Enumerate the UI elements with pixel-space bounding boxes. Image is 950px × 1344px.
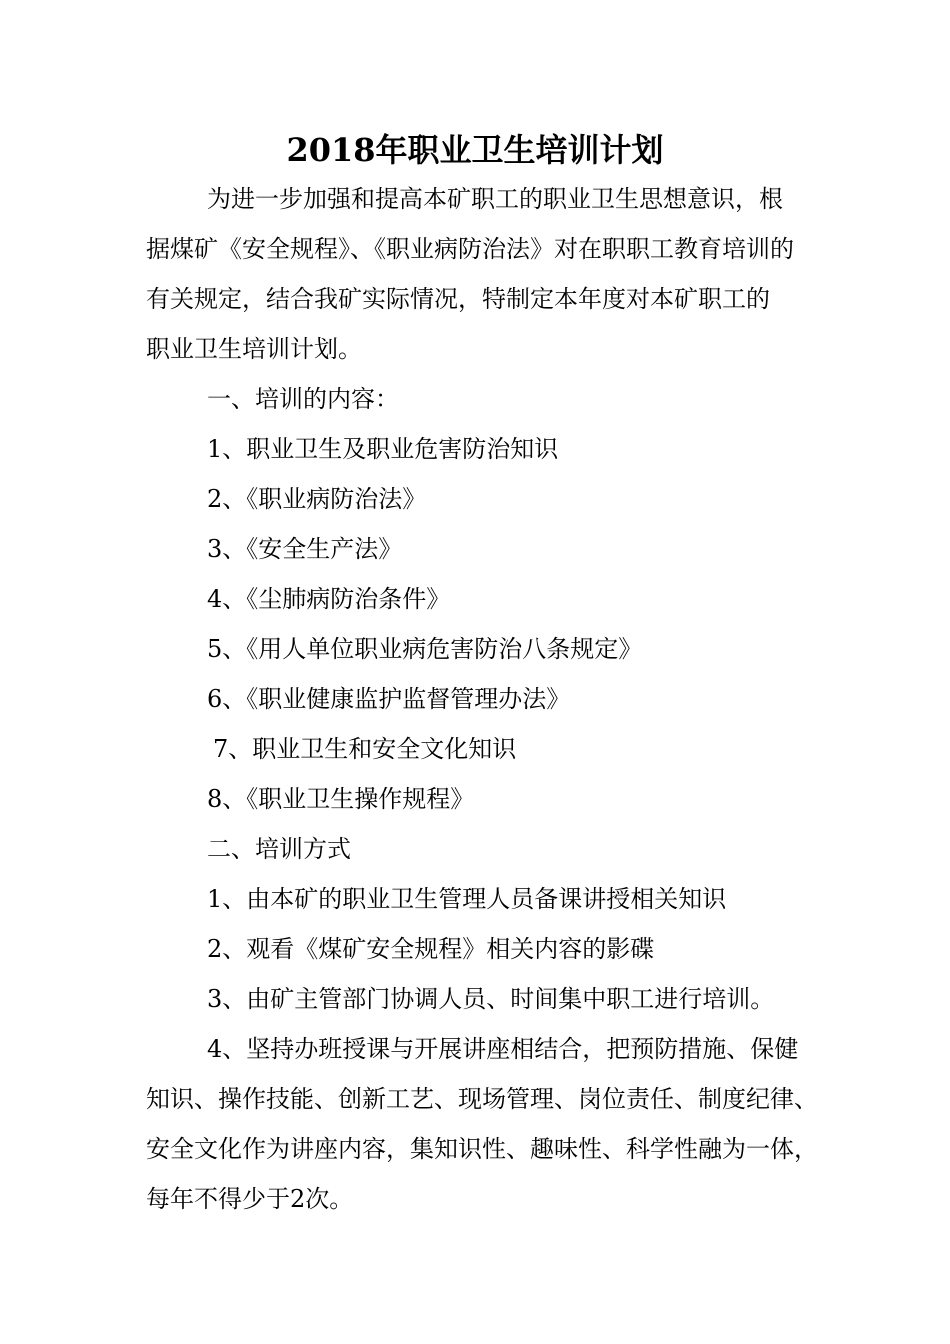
content-item: 7、职业卫生和安全文化知识 <box>213 735 517 763</box>
intro-line-1: 为进一步加强和提高本矿职工的职业卫生思想意识，根 <box>207 185 783 213</box>
content-item: 6、《职业健康监护监督管理办法》 <box>207 685 571 713</box>
method-item: 2、观看《煤矿安全规程》相关内容的影碟 <box>207 935 655 963</box>
intro-line-2: 据煤矿《安全规程》、《职业病防治法》对在职职工教育培训的 <box>146 235 794 263</box>
method-item-4-line-1: 4、坚持办班授课与开展讲座相结合，把预防措施、保健 <box>207 1035 799 1063</box>
section-heading-content: 一、培训的内容： <box>207 385 399 413</box>
method-item: 3、由矿主管部门协调人员、时间集中职工进行培训。 <box>207 985 775 1013</box>
section-heading-method: 二、培训方式 <box>207 835 351 863</box>
content-item: 5、《用人单位职业病危害防治八条规定》 <box>207 635 643 663</box>
method-item-4-line-3: 安全文化作为讲座内容，集知识性、趣味性、科学性融为一体， <box>146 1135 818 1163</box>
content-item: 2、《职业病防治法》 <box>207 485 427 513</box>
method-item-4-line-2: 知识、操作技能、创新工艺、现场管理、岗位责任、制度纪律、 <box>146 1085 818 1113</box>
method-item: 1、由本矿的职业卫生管理人员备课讲授相关知识 <box>207 885 727 913</box>
intro-line-3: 有关规定，结合我矿实际情况，特制定本年度对本矿职工的 <box>146 285 770 313</box>
content-item: 8、《职业卫生操作规程》 <box>207 785 475 813</box>
content-item: 4、《尘肺病防治条件》 <box>207 585 451 613</box>
content-item: 1、职业卫生及职业危害防治知识 <box>207 435 559 463</box>
content-item: 3、《安全生产法》 <box>207 535 403 563</box>
method-item-4-line-4: 每年不得少于2次。 <box>146 1185 354 1213</box>
intro-line-4: 职业卫生培训计划。 <box>146 335 362 363</box>
document-title: 2018年职业卫生培训计划 <box>286 131 664 169</box>
